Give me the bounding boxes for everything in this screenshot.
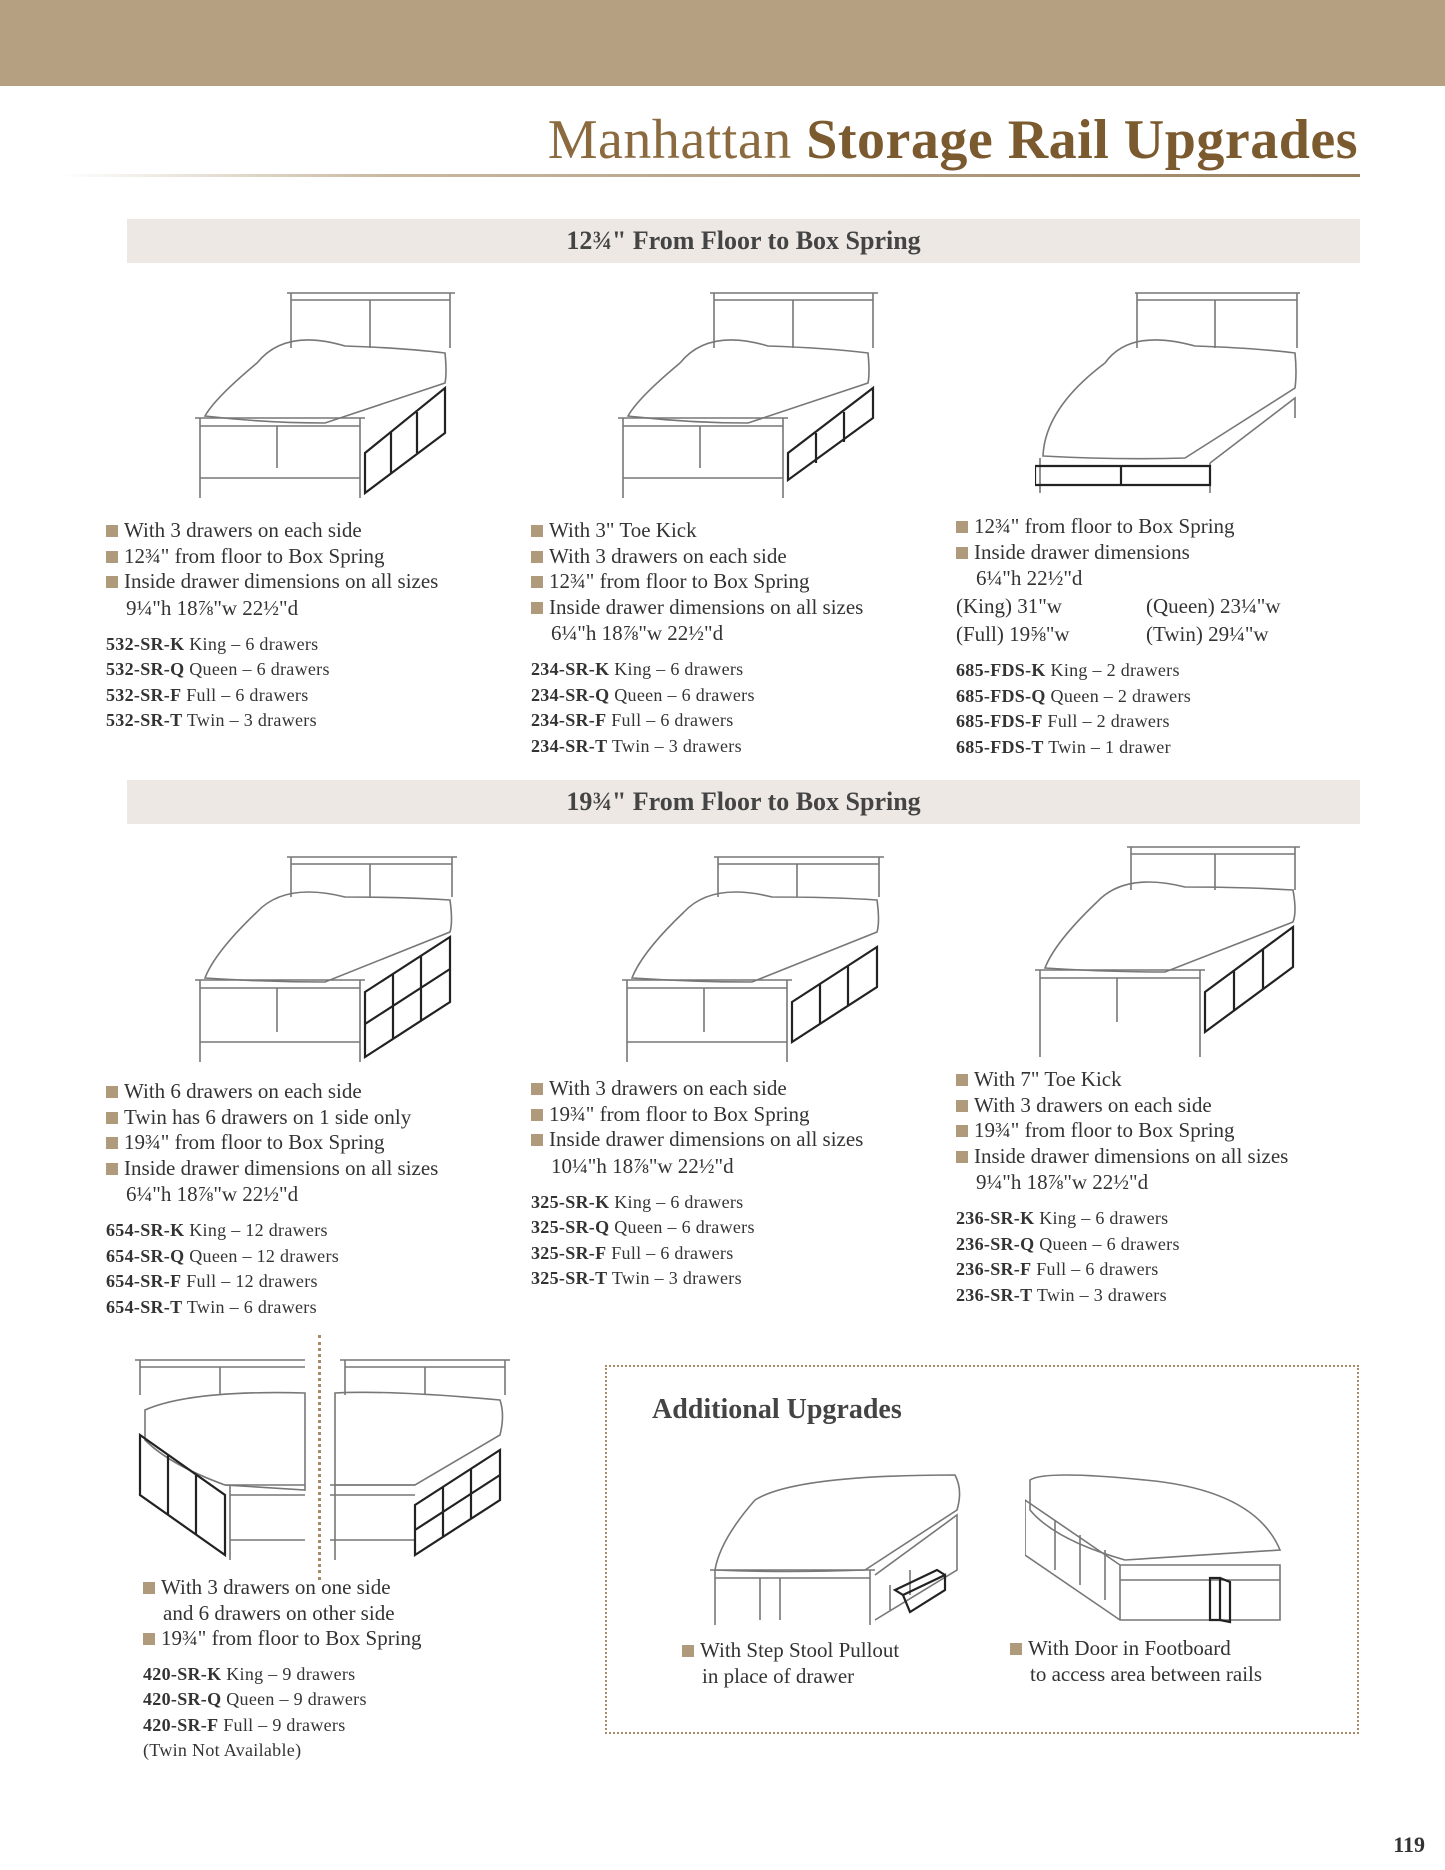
sku-line: 685-FDS-T Twin – 1 drawer: [956, 736, 1171, 757]
bed-illustration-532: [195, 288, 455, 503]
feature-text: to access area between rails: [1030, 1661, 1263, 1686]
sku-line: 654-SR-F Full – 12 drawers: [106, 1271, 318, 1291]
bullet-square-icon: [531, 602, 543, 614]
sku-line: 236-SR-Q Queen – 6 drawers: [956, 1233, 1180, 1254]
section-heading-tall-profile: 19¾" From Floor to Box Spring: [127, 780, 1360, 824]
bullet-square-icon: [531, 551, 543, 563]
feature-text: With 3 drawers on each side: [549, 1076, 787, 1100]
bullet-square-icon: [106, 551, 118, 563]
upgrade-step-stool-info: [682, 1638, 899, 1689]
bullet-square-icon: [106, 525, 118, 537]
sku-line: 325-SR-T Twin – 3 drawers: [531, 1268, 742, 1288]
feature-text: 19¾" from floor to Box Spring: [974, 1118, 1235, 1142]
page-number: 119: [1393, 1832, 1425, 1857]
sku-line: 420-SR-F Full – 9 drawers: [143, 1714, 346, 1735]
feature-text: Inside drawer dimensions on all sizes: [549, 594, 864, 619]
sku-line: 532-SR-F Full – 6 drawers: [106, 684, 309, 705]
sku-line: 420-SR-Q Queen – 9 drawers: [143, 1689, 367, 1709]
drawer-dimensions: 9¼"h 18⅞"w 22½"d: [126, 595, 299, 620]
product-info-234: [531, 518, 863, 759]
feature-text: Inside drawer dimensions: [974, 539, 1190, 564]
feature-text: 12¾" from floor to Box Spring: [974, 514, 1235, 538]
feature-text: Inside drawer dimensions on all sizes: [124, 1155, 439, 1180]
sku-line: 325-SR-F Full – 6 drawers: [531, 1242, 734, 1263]
section-heading-low-profile: 12¾" From Floor to Box Spring: [127, 219, 1360, 263]
sku-line: 685-FDS-Q Queen – 2 drawers: [956, 685, 1192, 706]
feature-text: Twin has 6 drawers on 1 side only: [124, 1104, 412, 1129]
feature-text: With 7" Toe Kick: [974, 1067, 1122, 1091]
feature-text: With Step Stool Pullout: [700, 1638, 900, 1662]
feature-text: With 6 drawers on each side: [124, 1079, 362, 1103]
bullet-square-icon: [106, 1086, 118, 1098]
sku-line: 234-SR-K King – 6 drawers: [531, 659, 744, 679]
feature-text: With 3 drawers on each side: [124, 518, 362, 542]
feature-text: 19¾" from floor to Box Spring: [161, 1626, 422, 1650]
bullet-square-icon: [531, 1109, 543, 1121]
bed-illustration-654: [195, 852, 460, 1067]
feature-text: With 3" Toe Kick: [549, 518, 697, 542]
sku-line: 685-FDS-K King – 2 drawers: [956, 660, 1180, 680]
sku-line: 654-SR-T Twin – 6 drawers: [106, 1296, 317, 1317]
bullet-square-icon: [956, 1125, 968, 1137]
bed-illustration-325: [622, 852, 887, 1067]
drawer-dimensions: 10¼"h 18⅞"w 22½"d: [551, 1153, 734, 1178]
sku-line: 685-FDS-F Full – 2 drawers: [956, 711, 1170, 731]
sku-line: 532-SR-K King – 6 drawers: [106, 633, 319, 654]
sku-line: 532-SR-Q Queen – 6 drawers: [106, 659, 330, 679]
bullet-square-icon: [531, 1083, 543, 1095]
sku-line: 234-SR-Q Queen – 6 drawers: [531, 684, 755, 705]
product-info-420: [143, 1575, 422, 1764]
feature-text: 12¾" from floor to Box Spring: [124, 543, 385, 568]
drawer-dimensions: 6¼"h 18⅞"w 22½"d: [551, 621, 724, 645]
sku-line: 325-SR-Q Queen – 6 drawers: [531, 1217, 755, 1237]
sku-line: 234-SR-T Twin – 3 drawers: [531, 735, 742, 756]
product-info-236: [956, 1067, 1288, 1308]
bullet-square-icon: [106, 576, 118, 588]
page-title: Manhattan Storage Rail Upgrades: [547, 109, 1358, 171]
bullet-square-icon: [531, 525, 543, 537]
product-info-325: [531, 1076, 863, 1292]
bullet-square-icon: [682, 1645, 694, 1657]
bed-illustration-step-stool: [705, 1470, 970, 1625]
bullet-square-icon: [531, 576, 543, 588]
divider-dotted-vertical: [318, 1335, 321, 1580]
bullet-square-icon: [956, 547, 968, 559]
feature-text: With 3 drawers on each side: [549, 543, 787, 568]
bullet-square-icon: [956, 1151, 968, 1163]
drawer-dimensions: 6¼"h 22½"d: [976, 566, 1083, 590]
bed-illustration-420-right: [330, 1355, 515, 1565]
sku-line: 420-SR-K King – 9 drawers: [143, 1663, 356, 1684]
feature-text: 19¾" from floor to Box Spring: [549, 1101, 810, 1126]
drawer-dimensions: 9¼"h 18⅞"w 22½"d: [976, 1170, 1149, 1194]
bullet-square-icon: [531, 1134, 543, 1146]
sku-line: 236-SR-F Full – 6 drawers: [956, 1259, 1159, 1279]
top-color-bar: [0, 0, 1445, 86]
bed-illustration-door-footboard: [1025, 1470, 1285, 1625]
feature-text: With 3 drawers on each side: [974, 1092, 1212, 1117]
feature-text: 12¾" from floor to Box Spring: [549, 569, 810, 593]
sku-line: 532-SR-T Twin – 3 drawers: [106, 710, 317, 730]
feature-text: 19¾" from floor to Box Spring: [124, 1130, 385, 1154]
bed-illustration-420-left: [130, 1355, 310, 1565]
feature-text: Inside drawer dimensions on all sizes: [974, 1143, 1289, 1168]
bullet-square-icon: [956, 1074, 968, 1086]
sku-line: 234-SR-F Full – 6 drawers: [531, 710, 734, 730]
feature-text: and 6 drawers on other side: [163, 1600, 395, 1625]
bullet-square-icon: [143, 1582, 155, 1594]
feature-text: Inside drawer dimensions on all sizes: [124, 569, 439, 593]
additional-upgrades-title: Additional Upgrades: [652, 1394, 902, 1425]
title-underline: [60, 174, 1360, 177]
feature-text: Inside drawer dimensions on all sizes: [549, 1127, 864, 1151]
bullet-square-icon: [106, 1163, 118, 1175]
bullet-square-icon: [1010, 1643, 1022, 1655]
sku-line: 325-SR-K King – 6 drawers: [531, 1191, 744, 1212]
product-info-654: [106, 1079, 438, 1320]
sku-line: 236-SR-K King – 6 drawers: [956, 1208, 1169, 1228]
sku-line: 236-SR-T Twin – 3 drawers: [956, 1284, 1167, 1305]
sku-line: 654-SR-Q Queen – 12 drawers: [106, 1245, 340, 1266]
product-info-532: [106, 518, 438, 734]
bullet-square-icon: [106, 1137, 118, 1149]
availability-note: (Twin Not Available): [143, 1740, 302, 1760]
drawer-width-by-size: (King) 31"w (Queen) 23¼"w (Full) 19⅝"w (Twin) 29¼"w: [956, 594, 1281, 646]
feature-text: With Door in Footboard: [1028, 1636, 1231, 1660]
bed-illustration-234: [618, 288, 878, 503]
bullet-square-icon: [956, 521, 968, 533]
upgrade-door-footboard-info: [1010, 1636, 1262, 1687]
sku-line: 654-SR-K King – 12 drawers: [106, 1220, 328, 1240]
bullet-square-icon: [143, 1633, 155, 1645]
feature-text: in place of drawer: [702, 1663, 855, 1688]
bed-illustration-685: [1035, 288, 1305, 498]
feature-text: With 3 drawers on one side: [161, 1575, 391, 1599]
bullet-square-icon: [956, 1100, 968, 1112]
bullet-square-icon: [106, 1112, 118, 1124]
bed-illustration-236: [1035, 842, 1305, 1062]
drawer-dimensions: 6¼"h 18⅞"w 22½"d: [126, 1182, 299, 1206]
product-info-685: [956, 514, 1316, 760]
